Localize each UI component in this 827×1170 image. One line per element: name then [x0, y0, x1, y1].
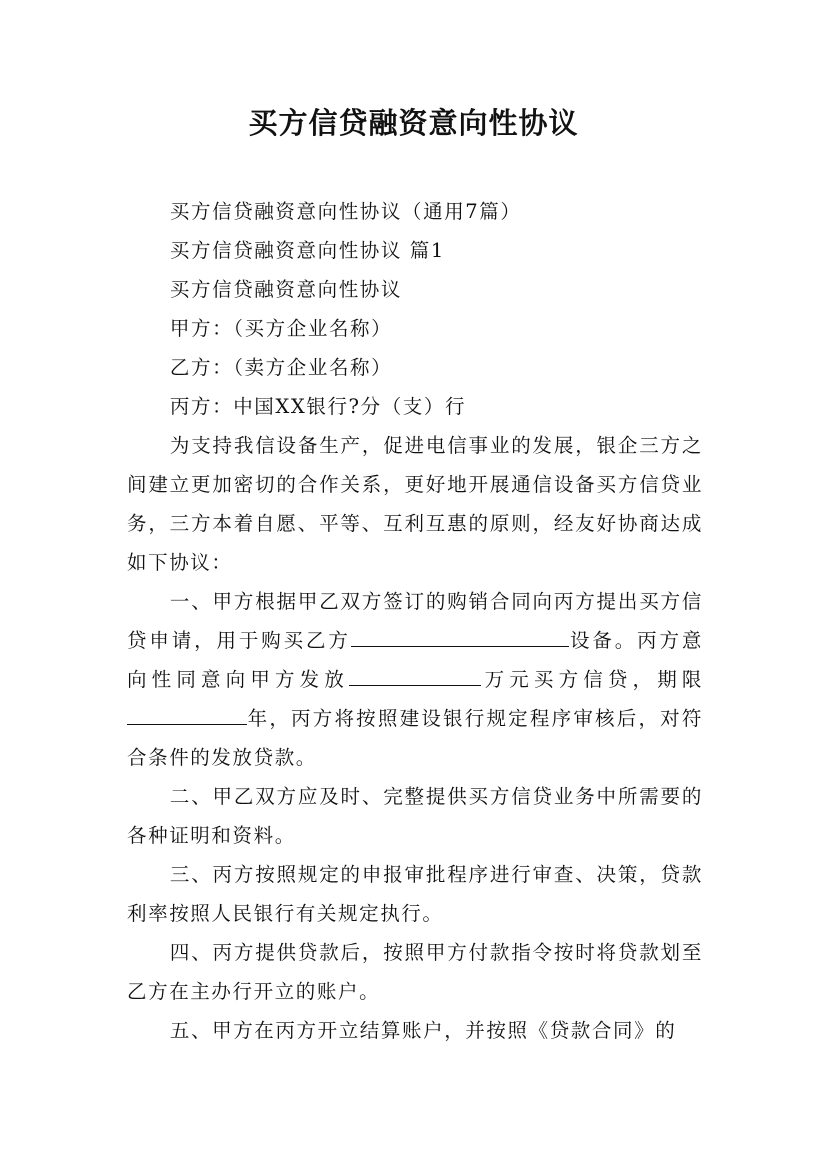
term-blank [127, 702, 247, 725]
party-a-line: 甲方：（买方企业名称） [169, 317, 393, 340]
document-body [127, 192, 703, 1050]
clause-1 [127, 582, 703, 777]
clause-2: 二、甲乙双方应及时、完整提供买方信贷业务中所需要的各种证明和资料。 [127, 785, 703, 847]
clause-1-text-d: 年，丙方将按照建设银行规定程序审核后，对符合条件的发放贷款。 [127, 707, 703, 769]
intro-paragraph: 为支持我信设备生产，促进电信事业的发展，银企三方之间建立更加密切的合作关系，更好地开展通信设备买方信贷业务，三方本着自愿、平等、互利互惠的原则，经友好协商达成如下协议： [127, 434, 703, 574]
header-line-2: 买方信贷融资意向性协议 篇1 [169, 239, 445, 262]
clause-1-text-b: 设备。丙方意向性同意向甲方发放 [127, 629, 703, 691]
equipment-blank [351, 624, 569, 647]
header-line-3: 买方信贷融资意向性协议 [169, 278, 402, 301]
party-b-line: 乙方：（卖方企业名称） [169, 356, 393, 379]
document-title: 买方信贷融资意向性协议 [248, 106, 579, 140]
amount-blank [349, 663, 481, 686]
clause-1-text-a: 一、甲方根据甲乙双方签订的购销合同向丙方提出买方信贷申请，用于购买乙方 [127, 590, 703, 652]
clause-5: 五、甲方在丙方开立结算账户，并按照《贷款合同》的 [169, 1019, 677, 1042]
party-c-line: 丙方：中国XX银行?分（支）行 [169, 395, 467, 418]
clause-1-text-c: 万元买方信贷，期限 [481, 668, 703, 691]
clause-4: 四、丙方提供贷款后，按照甲方付款指令按时将贷款划至乙方在主办行开立的账户。 [127, 941, 703, 1003]
clause-3: 三、丙方按照规定的申报审批程序进行审查、决策，贷款利率按照人民银行有关规定执行。 [127, 863, 703, 925]
header-line-1: 买方信贷融资意向性协议（通用7篇） [169, 200, 522, 223]
